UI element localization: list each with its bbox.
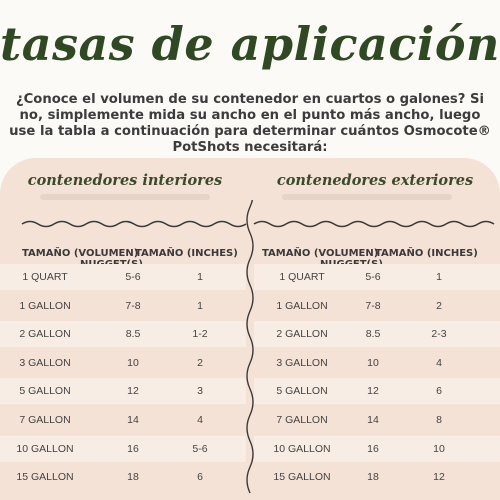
indoor-cell-inches: 8.5 <box>125 328 141 341</box>
outdoor-cell-nuggets: 4 <box>436 356 442 369</box>
indoor-table-row <box>0 264 246 290</box>
page-title: tasas de aplicación <box>0 17 500 71</box>
outdoor-cell-inches: 5-6 <box>365 271 381 283</box>
outdoor-cell-volume: 5 GALLON <box>276 385 328 398</box>
indoor-table-row <box>0 350 246 376</box>
outdoor-cell-inches: 16 <box>367 442 379 455</box>
indoor-cell-inches: 7-8 <box>125 299 141 312</box>
intro-text: ¿Conoce el volumen de su contenedor en cuartos o galones? Si no, simplemente mida su ancho en el punto más ancho, luego use la tabla a continuación para determinar cuántos Osmocote® PotShots necesitará: <box>9 92 491 155</box>
indoor-cell-nuggets: 1 <box>197 299 203 312</box>
indoor-cell-inches: 10 <box>127 356 139 369</box>
outdoor-cell-nuggets: 12 <box>433 471 445 484</box>
outdoor-cell-volume: 15 GALLON <box>273 471 331 484</box>
indoor-cell-volume: 2 GALLON <box>19 328 71 341</box>
outdoor-col-volume: TAMAÑO (VOLUMEN) <box>262 248 379 259</box>
indoor-cell-nuggets: 1 <box>197 271 203 283</box>
indoor-cell-volume: 3 GALLON <box>19 356 71 369</box>
outdoor-table-row <box>254 350 500 376</box>
indoor-cell-volume: 1 GALLON <box>19 299 71 312</box>
outdoor-cell-nuggets: 10 <box>433 442 445 455</box>
indoor-cell-nuggets: 6 <box>197 471 203 484</box>
outdoor-table-row <box>254 436 500 462</box>
outdoor-table-row <box>254 321 500 347</box>
indoor-table-row <box>0 436 246 462</box>
indoor-cell-nuggets: 1-2 <box>192 328 208 341</box>
outdoor-cell-inches: 18 <box>367 471 379 484</box>
indoor-table-row <box>0 321 246 347</box>
outdoor-cell-inches: 7-8 <box>365 299 381 312</box>
outdoor-cell-volume: 3 GALLON <box>276 356 328 369</box>
indoor-heading: contenedores interiores <box>27 172 223 189</box>
outdoor-heading: contenedores exteriores <box>276 172 474 189</box>
indoor-cell-inches: 14 <box>127 414 139 426</box>
outdoor-cell-volume: 1 QUART <box>279 271 325 283</box>
indoor-col-inches: TAMAÑO (INCHES) <box>135 248 238 259</box>
indoor-cell-volume: 5 GALLON <box>19 385 71 398</box>
indoor-cell-inches: 18 <box>127 471 139 484</box>
outdoor-cell-volume: 1 GALLON <box>276 299 328 312</box>
indoor-cell-inches: 16 <box>127 442 139 455</box>
indoor-cell-volume: 10 GALLON <box>16 442 74 455</box>
outdoor-table-row <box>254 407 500 433</box>
outdoor-cell-inches: 14 <box>367 414 379 426</box>
outdoor-table-row <box>254 293 500 319</box>
outdoor-table-row <box>254 378 500 404</box>
outdoor-cell-volume: 2 GALLON <box>276 328 328 341</box>
indoor-table-row <box>0 407 246 433</box>
indoor-cell-nuggets: 2 <box>197 356 203 369</box>
outdoor-col-inches: TAMAÑO (INCHES) <box>375 248 478 259</box>
indoor-table-row <box>0 378 246 404</box>
outdoor-cell-volume: 7 GALLON <box>276 414 328 426</box>
outdoor-cell-inches: 10 <box>367 356 379 369</box>
outdoor-cell-volume: 10 GALLON <box>273 442 331 455</box>
indoor-cell-nuggets: 4 <box>197 414 203 426</box>
outdoor-cell-nuggets: 2 <box>436 299 442 312</box>
outdoor-cell-nuggets: 6 <box>436 385 442 398</box>
outdoor-cell-nuggets: 2-3 <box>431 328 447 341</box>
outdoor-table-row <box>254 464 500 490</box>
outdoor-cell-inches: 8.5 <box>365 328 381 341</box>
indoor-cell-volume: 1 QUART <box>22 271 68 283</box>
indoor-cell-inches: 5-6 <box>125 271 141 283</box>
indoor-table-row <box>0 464 246 490</box>
indoor-table-row <box>0 293 246 319</box>
indoor-cell-volume: 15 GALLON <box>16 471 74 484</box>
outdoor-cell-nuggets: 8 <box>436 414 442 426</box>
indoor-cell-volume: 7 GALLON <box>19 414 71 426</box>
outdoor-cell-nuggets: 1 <box>436 271 442 283</box>
indoor-cell-inches: 12 <box>127 385 139 398</box>
outdoor-table-row <box>254 264 500 290</box>
outdoor-cell-inches: 12 <box>367 385 379 398</box>
indoor-cell-nuggets: 5-6 <box>192 442 208 455</box>
indoor-col-volume: TAMAÑO (VOLUMEN) <box>22 248 139 259</box>
indoor-cell-nuggets: 3 <box>197 385 203 398</box>
